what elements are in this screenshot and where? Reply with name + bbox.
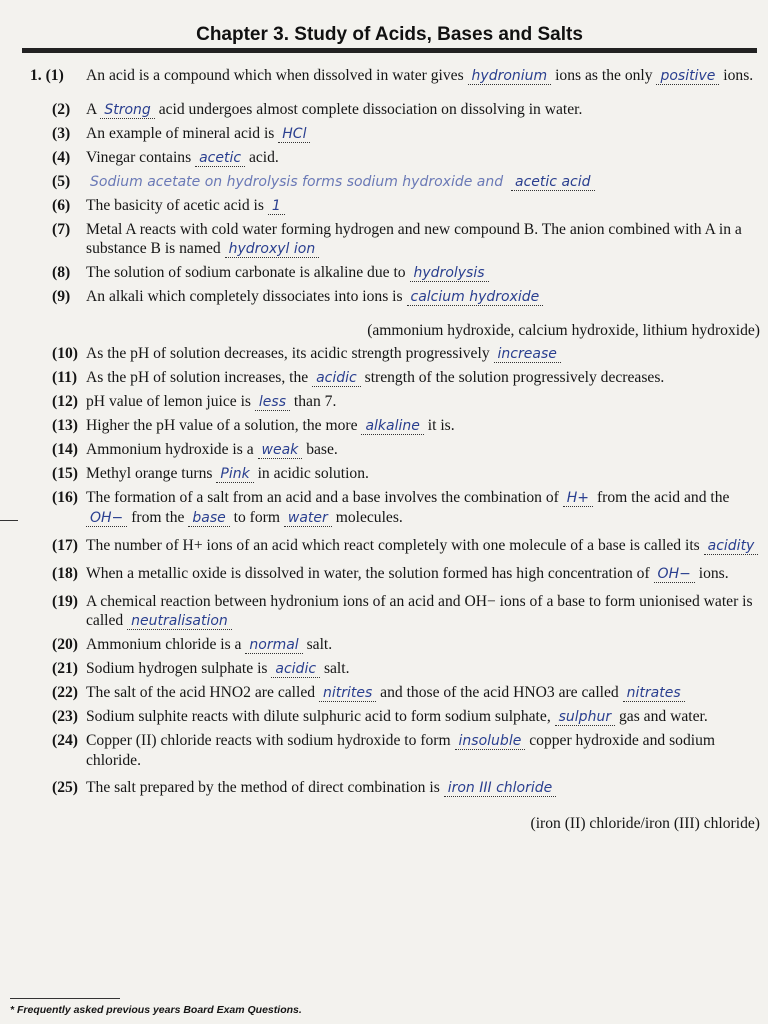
question-number: (21) — [52, 660, 78, 677]
question-text: from the acid and the — [596, 489, 730, 506]
question-number: (18) — [52, 565, 78, 582]
answer-options: (ammonium hydroxide, calcium hydroxide, lithium hydroxide) — [367, 322, 760, 339]
handwritten-answer: OH− — [86, 510, 127, 527]
question-text: The salt prepared by the method of direct combination is — [86, 779, 440, 796]
chapter-header — [22, 8, 757, 53]
question-list — [30, 66, 760, 833]
question-text: in acidic solution. — [257, 465, 369, 482]
question-text: than 7. — [293, 393, 337, 410]
question-text: Copper (II) chloride reacts with sodium hydroxide to form — [86, 732, 451, 749]
question-text: Higher the pH value of a solution, the more — [86, 417, 358, 434]
handwritten-answer: Pink — [216, 466, 253, 483]
question-text: A chemical reaction between hydronium ions of an acid and OH− ions of a base to form unionised water is called — [86, 593, 753, 629]
question-number: (3) — [52, 125, 71, 142]
question-text: and those of the acid HNO3 are called — [380, 684, 619, 701]
question-text: pH value of lemon juice is — [86, 393, 251, 410]
question-7 — [30, 220, 760, 259]
question-text: Methyl orange turns — [86, 465, 213, 482]
handwritten-answer: base — [188, 510, 229, 527]
handwritten-answer: acidic — [312, 370, 361, 387]
question-text: Vinegar contains — [86, 149, 192, 166]
question-text: Ammonium hydroxide is a — [86, 441, 254, 458]
question-3 — [30, 124, 760, 144]
handwritten-answer: H+ — [563, 490, 593, 507]
handwritten-answer: iron III chloride — [444, 780, 557, 797]
question-text: base. — [306, 441, 338, 458]
question-16 — [30, 488, 760, 528]
question-number: (8) — [52, 264, 71, 281]
question-number: (14) — [52, 441, 78, 458]
handwritten-answer: OH− — [654, 566, 695, 583]
question-number: (10) — [52, 345, 78, 362]
question-text: gas and water. — [618, 708, 708, 725]
handwritten-answer: Strong — [100, 102, 154, 119]
question-text: salt. — [306, 636, 333, 653]
handwritten-answer: increase — [494, 346, 561, 363]
question-number: (12) — [52, 393, 78, 410]
question-text: ions. — [723, 67, 754, 84]
footnote: * Frequently asked previous years Board Exam Questions. — [10, 1004, 302, 1016]
handwritten-answer: 1 — [268, 198, 285, 215]
question-text: The basicity of acetic acid is — [86, 197, 264, 214]
handwritten-answer: hydroxyl ion — [225, 241, 320, 258]
handwritten-answer: neutralisation — [127, 613, 232, 630]
question-13 — [30, 416, 760, 436]
question-text: Ammonium chloride is a — [86, 636, 242, 653]
question-22 — [30, 683, 760, 703]
chapter-title: Chapter 3. Study of Acids, Bases and Salts — [196, 24, 583, 45]
question-text: Metal A reacts with cold water forming hydrogen and new compound B. The anion combined with A in a substance B is named — [86, 221, 742, 257]
question-number: (16) — [52, 489, 78, 506]
question-number: 1. (1) — [30, 67, 64, 84]
question-text: The number of H+ ions of an acid which react completely with one molecule of a base is called its — [86, 537, 700, 554]
question-number: (5) — [52, 173, 71, 190]
handwritten-answer: acidic — [271, 661, 320, 678]
question-text: As the pH of solution increases, the — [86, 369, 309, 386]
question-number: (2) — [52, 101, 71, 118]
question-text: Sodium hydrogen sulphate is — [86, 660, 268, 677]
question-text: An acid is a compound which when dissolved in water gives — [86, 67, 464, 84]
handwritten-text: Sodium acetate on hydrolysis forms sodium hydroxide and — [90, 174, 504, 190]
question-6 — [30, 196, 760, 216]
question-text: strength of the solution progressively decreases. — [364, 369, 665, 386]
question-number: (20) — [52, 636, 78, 653]
question-number: (25) — [52, 779, 78, 796]
question-text: acid undergoes almost complete dissociation on dissolving in water. — [158, 101, 583, 118]
question-number: (6) — [52, 197, 71, 214]
question-text: from the — [131, 509, 185, 526]
question-number: (7) — [52, 221, 71, 238]
question-number: (4) — [52, 149, 71, 166]
question-18 — [30, 564, 760, 584]
handwritten-answer: hydrolysis — [410, 265, 489, 282]
question-text: When a metallic oxide is dissolved in water, the solution formed has high concentration of — [86, 565, 650, 582]
question-number: (17) — [52, 537, 78, 554]
question-text: to form — [233, 509, 280, 526]
question-8 — [30, 263, 760, 283]
question-17 — [30, 536, 760, 556]
question-20 — [30, 635, 760, 655]
question-number: (19) — [52, 593, 78, 610]
answer-options: (iron (II) chloride/iron (III) chloride) — [530, 815, 760, 832]
question-number: (23) — [52, 708, 78, 725]
handwritten-answer: normal — [245, 637, 302, 654]
question-text: As the pH of solution decreases, its acidic strength progressively — [86, 345, 490, 362]
handwritten-answer: sulphur — [555, 709, 615, 726]
question-number: (24) — [52, 732, 78, 749]
question-21 — [30, 659, 760, 679]
handwritten-answer: nitrites — [319, 685, 376, 702]
question-text: molecules. — [335, 509, 403, 526]
handwritten-answer: nitrates — [623, 685, 685, 702]
question-text: Sodium sulphite reacts with dilute sulphuric acid to form sodium sulphate, — [86, 708, 551, 725]
question-5 — [30, 172, 760, 192]
question-text: acid. — [248, 149, 279, 166]
question-text: An alkali which completely dissociates into ions is — [86, 288, 403, 305]
question-text: The solution of sodium carbonate is alkaline due to — [86, 264, 406, 281]
question-number: (13) — [52, 417, 78, 434]
question-number: (9) — [52, 288, 71, 305]
handwritten-answer: hydronium — [468, 68, 552, 85]
handwritten-answer: less — [255, 394, 290, 411]
handwritten-answer: acidity — [704, 538, 759, 555]
question-1 — [30, 66, 760, 86]
handwritten-answer: weak — [258, 442, 303, 459]
footnote-divider — [10, 998, 120, 999]
question-14 — [30, 440, 760, 460]
question-9 — [30, 287, 760, 340]
handwritten-answer: acetic acid — [511, 174, 594, 191]
question-10 — [30, 344, 760, 364]
margin-mark — [0, 520, 18, 521]
question-text: An example of mineral acid is — [86, 125, 275, 142]
question-11 — [30, 368, 760, 388]
question-text: The formation of a salt from an acid and a base involves the combination of — [86, 489, 559, 506]
question-text: copper hydroxide and sodium chloride. — [86, 732, 716, 769]
question-number: (22) — [52, 684, 78, 701]
handwritten-answer: acetic — [195, 150, 245, 167]
question-23 — [30, 707, 760, 727]
question-4 — [30, 148, 760, 168]
question-text: The salt of the acid HNO2 are called — [86, 684, 316, 701]
question-text: ions as the only — [555, 67, 653, 84]
question-number: (15) — [52, 465, 78, 482]
handwritten-answer: positive — [656, 68, 719, 85]
handwritten-answer: water — [284, 510, 332, 527]
question-number: (11) — [52, 369, 78, 386]
question-text: salt. — [323, 660, 350, 677]
handwritten-answer: calcium hydroxide — [407, 289, 544, 306]
question-15 — [30, 464, 760, 484]
handwritten-answer: HCl — [278, 126, 310, 143]
question-19 — [30, 592, 760, 631]
question-text: ions. — [698, 565, 729, 582]
question-2 — [30, 100, 760, 120]
handwritten-answer: insoluble — [455, 733, 526, 750]
question-25 — [30, 778, 760, 833]
question-24 — [30, 731, 760, 770]
handwritten-answer: alkaline — [361, 418, 423, 435]
question-12 — [30, 392, 760, 412]
question-text: it is. — [427, 417, 455, 434]
question-text: A — [86, 101, 97, 118]
